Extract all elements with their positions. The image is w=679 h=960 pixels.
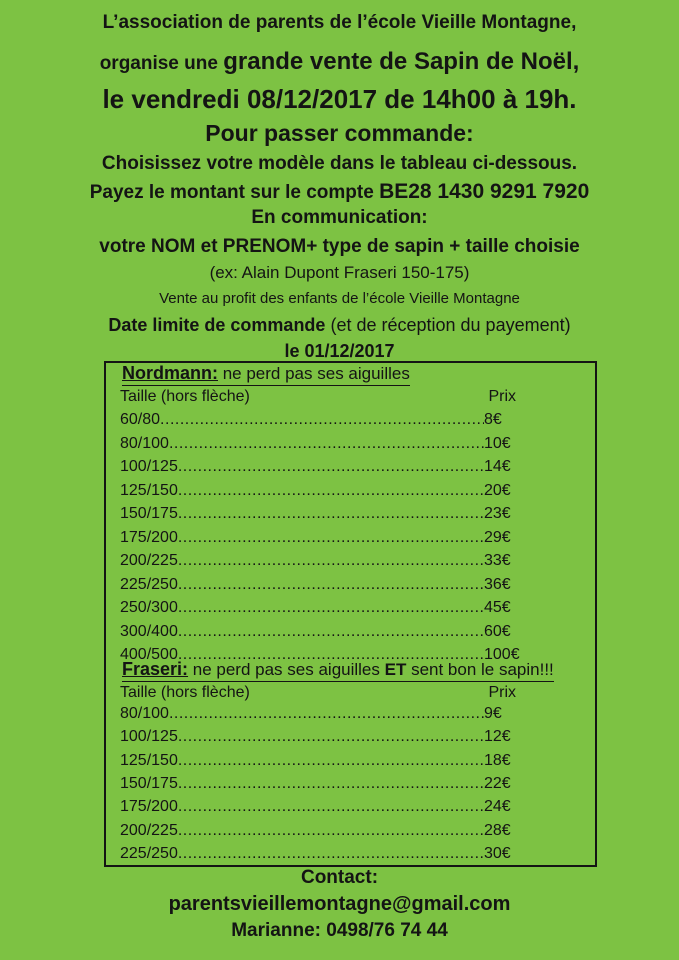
- nordmann-name: Nordmann:: [122, 363, 218, 383]
- dot-leader: [178, 623, 484, 641]
- size-cell: 80/100: [120, 434, 169, 452]
- price-cell: 36€: [484, 575, 511, 593]
- header-line-organise: [0, 48, 679, 76]
- dot-leader: [178, 775, 484, 793]
- payment-line: [0, 180, 679, 204]
- fraseri-price-row: [120, 752, 510, 774]
- fraseri-price-row: [120, 705, 510, 727]
- nordmann-price-row: [120, 411, 510, 433]
- price-cell: 29€: [484, 528, 511, 546]
- price-cell: 24€: [484, 798, 511, 816]
- dot-leader: [169, 705, 484, 723]
- dot-leader: [178, 752, 484, 770]
- size-cell: 150/175: [120, 505, 178, 522]
- contact-email[interactable]: parentsvieillemontagne@gmail.com: [168, 893, 511, 915]
- size-cell: 400/500: [120, 646, 178, 663]
- nordmann-price-row: [120, 623, 510, 645]
- communication-heading: En communication:: [251, 207, 428, 228]
- dot-leader: [178, 599, 484, 617]
- fraseri-title: [122, 659, 554, 682]
- dot-leader: [178, 822, 484, 840]
- price-cell: 22€: [484, 774, 511, 792]
- price-cell: 14€: [484, 458, 511, 475]
- price-cell: 12€: [484, 728, 511, 746]
- order-heading: Pour passer commande:: [205, 120, 474, 146]
- nordmann-price-row: [120, 482, 510, 504]
- dot-leader: [178, 458, 484, 476]
- fraseri-price-row: [120, 798, 510, 820]
- size-cell: 300/400: [120, 622, 178, 640]
- dot-leader: [178, 482, 484, 500]
- contact-phone[interactable]: Marianne: 0498/76 74 44: [231, 920, 448, 941]
- col-price: Prix: [488, 388, 516, 405]
- organise-text: organise une: [99, 53, 224, 74]
- nordmann-price-row: [120, 552, 510, 574]
- nordmann-price-row: [120, 505, 510, 527]
- size-cell: 225/250: [120, 575, 178, 593]
- dot-leader: [178, 529, 484, 547]
- fraseri-price-row: [120, 822, 510, 844]
- fraseri-note-c: sent bon le sapin!!!: [406, 660, 554, 679]
- nordmann-price-row: [120, 458, 510, 480]
- deadline-line: [0, 315, 679, 336]
- size-cell: 200/225: [120, 821, 178, 839]
- nordmann-header: [120, 388, 516, 406]
- deadline-label: Date limite de commande: [108, 315, 326, 335]
- size-cell: 100/125: [120, 458, 178, 475]
- col-price: Prix: [488, 684, 516, 701]
- nordmann-title: [122, 363, 410, 386]
- fraseri-price-row: [120, 728, 510, 750]
- order-instruction: Choisissez votre modèle dans le tableau ci-dessous.: [101, 153, 578, 174]
- deadline-note: (et de réception du payement): [325, 315, 571, 335]
- size-cell: 150/175: [120, 774, 178, 792]
- dot-leader: [178, 552, 484, 570]
- header-line-association: L’association de parents de l’école Vieille Montagne,: [102, 12, 577, 33]
- nordmann-price-row: [120, 529, 510, 551]
- price-table: [104, 361, 597, 867]
- size-cell: 125/150: [120, 481, 178, 499]
- size-cell: 250/300: [120, 599, 178, 616]
- dot-leader: [178, 798, 484, 816]
- benefit-note: Vente au profit des enfants de l’école Vieille Montagne: [159, 290, 520, 307]
- bank-account: BE28 1430 9291 7920: [379, 180, 590, 203]
- size-cell: 175/200: [120, 528, 178, 546]
- size-cell: 100/125: [120, 728, 178, 746]
- price-cell: 10€: [484, 434, 511, 452]
- size-cell: 175/200: [120, 798, 178, 816]
- dot-leader: [178, 576, 484, 594]
- fraseri-price-row: [120, 845, 510, 867]
- fraseri-price-row: [120, 775, 510, 797]
- payment-text: Payez le montant sur le compte: [89, 182, 380, 203]
- nordmann-price-row: [120, 435, 510, 457]
- size-cell: 200/225: [120, 552, 178, 569]
- price-cell: 100€: [484, 646, 520, 663]
- contact-label: Contact:: [300, 867, 379, 888]
- fraseri-note-et: ET: [384, 660, 407, 679]
- dot-leader: [178, 845, 484, 863]
- fraseri-name: Fraseri:: [122, 659, 189, 679]
- price-cell: 20€: [484, 481, 511, 499]
- size-cell: 60/80: [120, 411, 161, 428]
- price-cell: 60€: [484, 622, 511, 640]
- communication-format: votre NOM et PRENOM+ type de sapin + taille choisie: [99, 236, 580, 257]
- nordmann-price-row: [120, 576, 510, 598]
- col-size: Taille (hors flèche): [120, 684, 250, 701]
- price-cell: 18€: [484, 751, 511, 769]
- col-size: Taille (hors flèche): [120, 388, 250, 405]
- price-cell: 28€: [484, 821, 511, 839]
- nordmann-price-row: [120, 599, 510, 621]
- fraseri-header: [120, 684, 516, 702]
- dot-leader: [178, 505, 484, 523]
- size-cell: 225/250: [120, 844, 178, 862]
- price-cell: 45€: [484, 599, 511, 616]
- price-cell: 9€: [484, 705, 502, 722]
- price-cell: 23€: [484, 505, 511, 522]
- price-cell: 8€: [484, 411, 502, 428]
- size-cell: 125/150: [120, 751, 178, 769]
- deadline-date: le 01/12/2017: [284, 341, 395, 361]
- event-date: le vendredi 08/12/2017 de 14h00 à 19h.: [102, 84, 577, 114]
- price-cell: 30€: [484, 844, 511, 862]
- nordmann-note: ne perd pas ses aiguilles: [218, 364, 410, 383]
- size-cell: 80/100: [120, 705, 169, 722]
- fraseri-note-a: ne perd pas ses aiguilles: [188, 660, 385, 679]
- dot-leader: [160, 411, 484, 429]
- dot-leader: [169, 435, 484, 453]
- communication-example: (ex: Alain Dupont Fraseri 150-175): [209, 263, 470, 282]
- price-cell: 33€: [484, 552, 511, 569]
- dot-leader: [178, 728, 484, 746]
- sale-title: grande vente de Sapin de Noël,: [223, 48, 580, 75]
